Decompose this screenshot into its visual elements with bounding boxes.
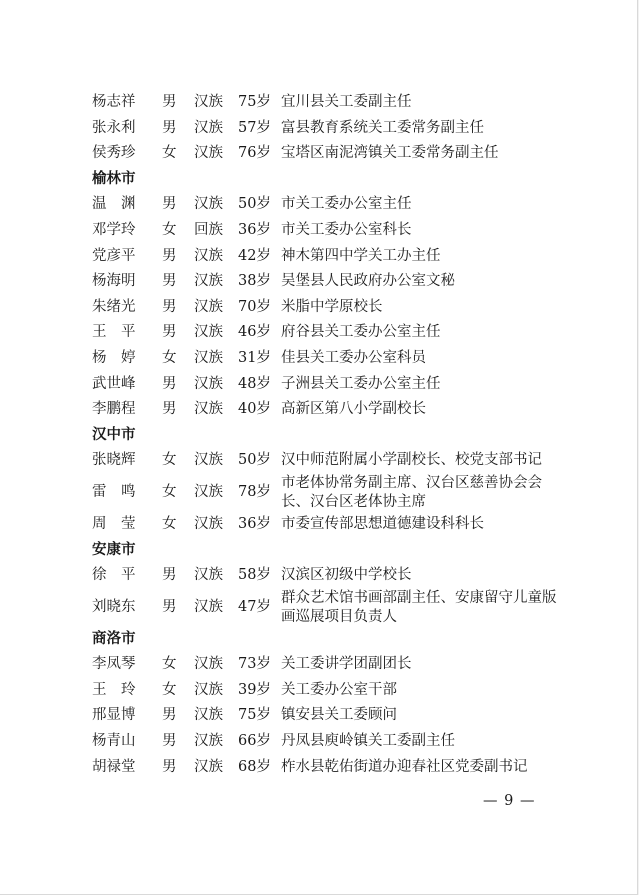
person-row [92, 244, 612, 270]
person-title: 镇安县关工委顾问 [281, 707, 397, 724]
person-gender: 男 [162, 247, 177, 264]
person-title: 宜川县关工委副主任 [281, 94, 412, 110]
person-row [92, 589, 612, 627]
person-gender: 男 [162, 298, 177, 315]
person-ethnicity: 汉族 [194, 273, 223, 290]
person-gender: 女 [162, 349, 177, 366]
person-ethnicity: 汉族 [194, 656, 223, 673]
person-name: 杨志祥 [92, 94, 136, 110]
person-gender: 男 [162, 324, 177, 341]
person-title: 柞水县乾佑街道办迎春社区党委副书记 [281, 758, 528, 775]
person-name: 邓学玲 [92, 221, 136, 238]
person-age: 36岁 [238, 515, 271, 532]
person-age: 50岁 [238, 452, 271, 469]
city-heading: 安康市 [92, 541, 136, 558]
city-heading: 商洛市 [92, 630, 136, 647]
person-row [92, 90, 612, 116]
person-age: 70岁 [238, 298, 271, 315]
person-name: 胡禄堂 [92, 758, 136, 775]
person-row [92, 703, 612, 729]
person-name: 雷 鸣 [92, 483, 136, 500]
awardee-list [92, 90, 612, 780]
person-ethnicity: 汉族 [194, 681, 223, 698]
person-row [92, 448, 612, 474]
person-title: 群众艺术馆书画部副主任、安康留守儿童版画巡展项目负责人 [281, 589, 557, 625]
person-age: 47岁 [238, 598, 271, 615]
person-age: 39岁 [238, 681, 271, 698]
person-name: 杨海明 [92, 273, 136, 290]
person-name: 邢显博 [92, 707, 136, 724]
person-age: 50岁 [238, 196, 271, 213]
person-title: 米脂中学原校长 [281, 298, 383, 315]
person-ethnicity: 汉族 [194, 483, 223, 500]
person-row [92, 192, 612, 218]
person-gender: 男 [162, 273, 177, 290]
person-title: 宝塔区南泥湾镇关工委常务副主任 [281, 145, 499, 162]
person-gender: 男 [162, 375, 177, 392]
person-title: 市关工委办公室科长 [281, 221, 412, 238]
person-title: 市委宣传部思想道德建设科科长 [281, 515, 484, 532]
person-gender: 男 [162, 94, 177, 110]
person-ethnicity: 汉族 [194, 145, 223, 162]
person-ethnicity: 汉族 [194, 758, 223, 775]
person-ethnicity: 汉族 [194, 298, 223, 315]
person-gender: 女 [162, 452, 177, 469]
person-gender: 男 [162, 733, 177, 750]
person-row [92, 218, 612, 244]
person-age: 40岁 [238, 401, 271, 418]
person-ethnicity: 汉族 [194, 707, 223, 724]
person-age: 58岁 [238, 567, 271, 584]
person-title: 关工委讲学团副团长 [281, 656, 412, 673]
person-age: 36岁 [238, 221, 271, 238]
person-age: 66岁 [238, 733, 271, 750]
person-age: 73岁 [238, 656, 271, 673]
page-number: — 9 — [483, 793, 536, 809]
person-row [92, 512, 612, 538]
person-title: 子洲县关工委办公室主任 [281, 375, 441, 392]
person-gender: 男 [162, 196, 177, 213]
person-name: 杨青山 [92, 733, 136, 750]
person-ethnicity: 汉族 [194, 452, 223, 469]
person-ethnicity: 汉族 [194, 598, 223, 615]
person-age: 38岁 [238, 273, 271, 290]
person-age: 48岁 [238, 375, 271, 392]
person-title: 市关工委办公室主任 [281, 196, 412, 213]
person-row [92, 141, 612, 167]
person-age: 75岁 [238, 707, 271, 724]
person-title: 汉滨区初级中学校长 [281, 567, 412, 584]
person-name: 党彦平 [92, 247, 136, 264]
person-name: 侯秀珍 [92, 145, 136, 162]
person-row [92, 474, 612, 512]
person-age: 57岁 [238, 119, 271, 136]
person-gender: 男 [162, 707, 177, 724]
person-gender: 女 [162, 221, 177, 238]
person-ethnicity: 汉族 [194, 196, 223, 213]
person-gender: 女 [162, 483, 177, 500]
person-age: 76岁 [238, 145, 271, 162]
person-ethnicity: 汉族 [194, 94, 223, 110]
person-ethnicity: 汉族 [194, 375, 223, 392]
person-name: 王 平 [92, 324, 136, 341]
person-gender: 男 [162, 567, 177, 584]
person-gender: 女 [162, 515, 177, 532]
person-gender: 男 [162, 119, 177, 136]
city-heading: 汉中市 [92, 426, 136, 443]
person-title: 高新区第八小学副校长 [281, 401, 426, 418]
person-name: 武世峰 [92, 375, 136, 392]
person-row [92, 346, 612, 372]
person-row [92, 116, 612, 142]
person-age: 78岁 [238, 483, 271, 500]
person-ethnicity: 汉族 [194, 401, 223, 418]
person-row [92, 563, 612, 589]
person-title: 丹凤县庾岭镇关工委副主任 [281, 733, 455, 750]
person-row [92, 729, 612, 755]
person-name: 李鹏程 [92, 401, 136, 418]
person-row [92, 269, 612, 295]
person-row [92, 652, 612, 678]
person-age: 31岁 [238, 349, 271, 366]
person-ethnicity: 汉族 [194, 567, 223, 584]
person-title: 吴堡县人民政府办公室文秘 [281, 273, 455, 290]
person-title: 佳县关工委办公室科员 [281, 349, 426, 366]
person-ethnicity: 汉族 [194, 349, 223, 366]
person-gender: 女 [162, 681, 177, 698]
person-title: 神木第四中学关工办主任 [281, 247, 441, 264]
person-row [92, 295, 612, 321]
person-title: 富县教育系统关工委常务副主任 [281, 119, 484, 136]
person-name: 张晓辉 [92, 452, 136, 469]
person-name: 朱绪光 [92, 298, 136, 315]
person-name: 王 玲 [92, 681, 136, 698]
city-heading: 榆林市 [92, 170, 136, 187]
person-ethnicity: 汉族 [194, 515, 223, 532]
person-gender: 女 [162, 145, 177, 162]
person-name: 杨 婷 [92, 349, 136, 366]
person-ethnicity: 汉族 [194, 733, 223, 750]
person-ethnicity: 汉族 [194, 247, 223, 264]
person-name: 温 渊 [92, 196, 136, 213]
person-gender: 男 [162, 598, 177, 615]
person-title: 汉中师范附属小学副校长、校党支部书记 [281, 452, 542, 469]
person-name: 刘晓东 [92, 598, 136, 615]
person-title: 府谷县关工委办公室主任 [281, 324, 441, 341]
person-age: 68岁 [238, 758, 271, 775]
person-name: 张永利 [92, 119, 136, 136]
person-row [92, 755, 612, 781]
person-title: 关工委办公室干部 [281, 681, 397, 698]
person-gender: 男 [162, 401, 177, 418]
person-row [92, 372, 612, 398]
person-row [92, 397, 612, 423]
person-name: 周 莹 [92, 515, 136, 532]
person-ethnicity: 汉族 [194, 119, 223, 136]
person-row [92, 320, 612, 346]
person-ethnicity: 回族 [194, 221, 223, 238]
person-name: 李凤琴 [92, 656, 136, 673]
person-title: 市老体协常务副主席、汉台区慈善协会会长、汉台区老体协主席 [281, 474, 542, 510]
person-age: 75岁 [238, 94, 271, 110]
person-gender: 女 [162, 656, 177, 673]
person-age: 46岁 [238, 324, 271, 341]
person-name: 徐 平 [92, 567, 136, 584]
person-ethnicity: 汉族 [194, 324, 223, 341]
person-row [92, 678, 612, 704]
person-gender: 男 [162, 758, 177, 775]
person-age: 42岁 [238, 247, 271, 264]
